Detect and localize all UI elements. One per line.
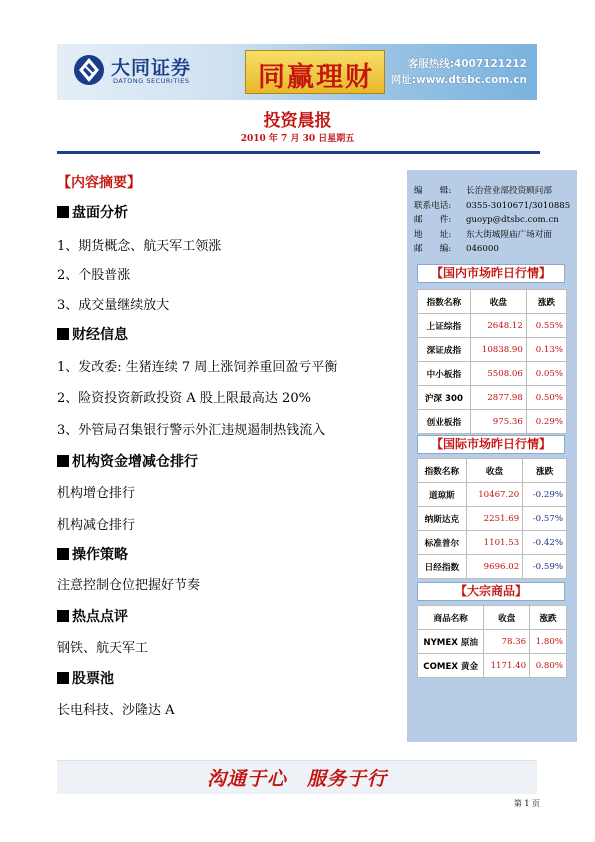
- commodities-table: [417, 605, 567, 678]
- col-header: 商品名称: [418, 606, 484, 630]
- table-row: 深证成指 10838.90 0.13%: [418, 338, 567, 362]
- table-row: 创业板指 975.36 0.29%: [418, 410, 567, 434]
- contact-phone: 联系电话: 0355-3010671/3010885: [414, 200, 571, 211]
- table-row: 沪深 300 2877.98 0.50%: [418, 386, 567, 410]
- col-header: 涨跌: [523, 459, 567, 483]
- contact-info: [414, 184, 576, 257]
- title-divider: [57, 151, 540, 154]
- domestic-market-heading: 【国内市场昨日行情】: [417, 264, 565, 283]
- table-header-row: [418, 290, 567, 314]
- list-item: 1、发改委: 生猪连续 7 周上涨饲养重回盈亏平衡: [57, 360, 338, 375]
- section-heading-hotspot: 热点点评: [57, 606, 128, 626]
- col-header: 收盘: [484, 606, 530, 630]
- contact-postcode: 邮 编: 046000: [414, 244, 499, 255]
- list-item: 长电科技、沙隆达 A: [57, 703, 175, 718]
- header-banner: [57, 44, 537, 100]
- table-header-row: [418, 606, 567, 630]
- square-bullet-icon: [57, 328, 69, 340]
- col-header: 涨跌: [526, 290, 566, 314]
- list-item: 3、成交量继续放大: [57, 298, 170, 313]
- list-item: 机构增仓排行: [57, 486, 136, 501]
- table-row: 上证综指 2648.12 0.55%: [418, 314, 567, 338]
- brand-name: 大同证券: [111, 57, 192, 79]
- table-header-row: [418, 459, 567, 483]
- slogan-text: 同赢理财: [258, 62, 374, 93]
- section-heading-strategy: 操作策略: [57, 544, 128, 564]
- table-row: 标准普尔 1101.53 -0.42%: [418, 531, 567, 555]
- website-link[interactable]: 网址:www.dtsbc.com.cn: [390, 74, 527, 86]
- section-heading-institution: 机构资金增减仓排行: [57, 451, 198, 471]
- table-row: 中小板指 5508.06 0.05%: [418, 362, 567, 386]
- footer-banner: [57, 760, 537, 794]
- list-item: 2、险资投资新政投资 A 股上限最高达 20%: [57, 391, 311, 406]
- table-row: 道琼斯 10467.20 -0.29%: [418, 483, 567, 507]
- service-hotline: 客服热线:4007121212: [407, 58, 527, 70]
- col-header: 涨跌: [530, 606, 567, 630]
- list-item: 注意控制仓位把握好节奏: [57, 578, 201, 593]
- section-heading-stock-pool: 股票池: [57, 668, 114, 688]
- report-title: 投资晨报: [263, 111, 332, 131]
- col-header: 指数名称: [418, 459, 467, 483]
- slogan-badge: [245, 50, 385, 94]
- square-bullet-icon: [57, 672, 69, 684]
- list-item: 3、外管局召集银行警示外汇违规遏制热钱流入: [57, 423, 326, 438]
- list-item: 2、个股普涨: [57, 268, 131, 283]
- section-heading-finance: 财经信息: [57, 324, 128, 344]
- contact-address: 地 址: 东大街城隍庙广场对面: [414, 229, 552, 240]
- footer-slogan: 沟通于心 服务于行: [206, 768, 387, 790]
- contact-email: 邮 件: guoyp@dtsbc.com.cn: [414, 215, 559, 226]
- square-bullet-icon: [57, 548, 69, 560]
- table-row: NYMEX 原油 78.36 1.80%: [418, 630, 567, 654]
- report-date: 2010 年 7 月 30 日星期五: [240, 134, 355, 144]
- brand-name-en: DATONG SECURITIES: [113, 77, 190, 85]
- square-bullet-icon: [57, 455, 69, 467]
- datong-logo-icon: [73, 54, 105, 86]
- table-row: 纳斯达克 2251.69 -0.57%: [418, 507, 567, 531]
- domestic-market-table: [417, 289, 567, 434]
- page-number: 第 1 页: [513, 799, 540, 808]
- list-item: 机构减仓排行: [57, 518, 136, 533]
- col-header: 指数名称: [418, 290, 471, 314]
- international-market-heading: 【国际市场昨日行情】: [417, 435, 565, 454]
- list-item: 钢铁、航天军工: [57, 641, 149, 656]
- square-bullet-icon: [57, 206, 69, 218]
- col-header: 收盘: [466, 459, 523, 483]
- international-market-table: [417, 458, 567, 579]
- table-row: COMEX 黄金 1171.40 0.80%: [418, 654, 567, 678]
- square-bullet-icon: [57, 610, 69, 622]
- commodities-heading: 【大宗商品】: [417, 582, 565, 601]
- table-row: 日经指数 9696.02 -0.59%: [418, 555, 567, 579]
- col-header: 收盘: [470, 290, 526, 314]
- summary-heading: 【内容摘要】: [57, 175, 141, 191]
- list-item: 1、期货概念、航天军工领涨: [57, 239, 222, 254]
- section-heading-market: 盘面分析: [57, 202, 128, 222]
- contact-editor: 编 辑: 长治营业部投资顾问部: [414, 186, 552, 196]
